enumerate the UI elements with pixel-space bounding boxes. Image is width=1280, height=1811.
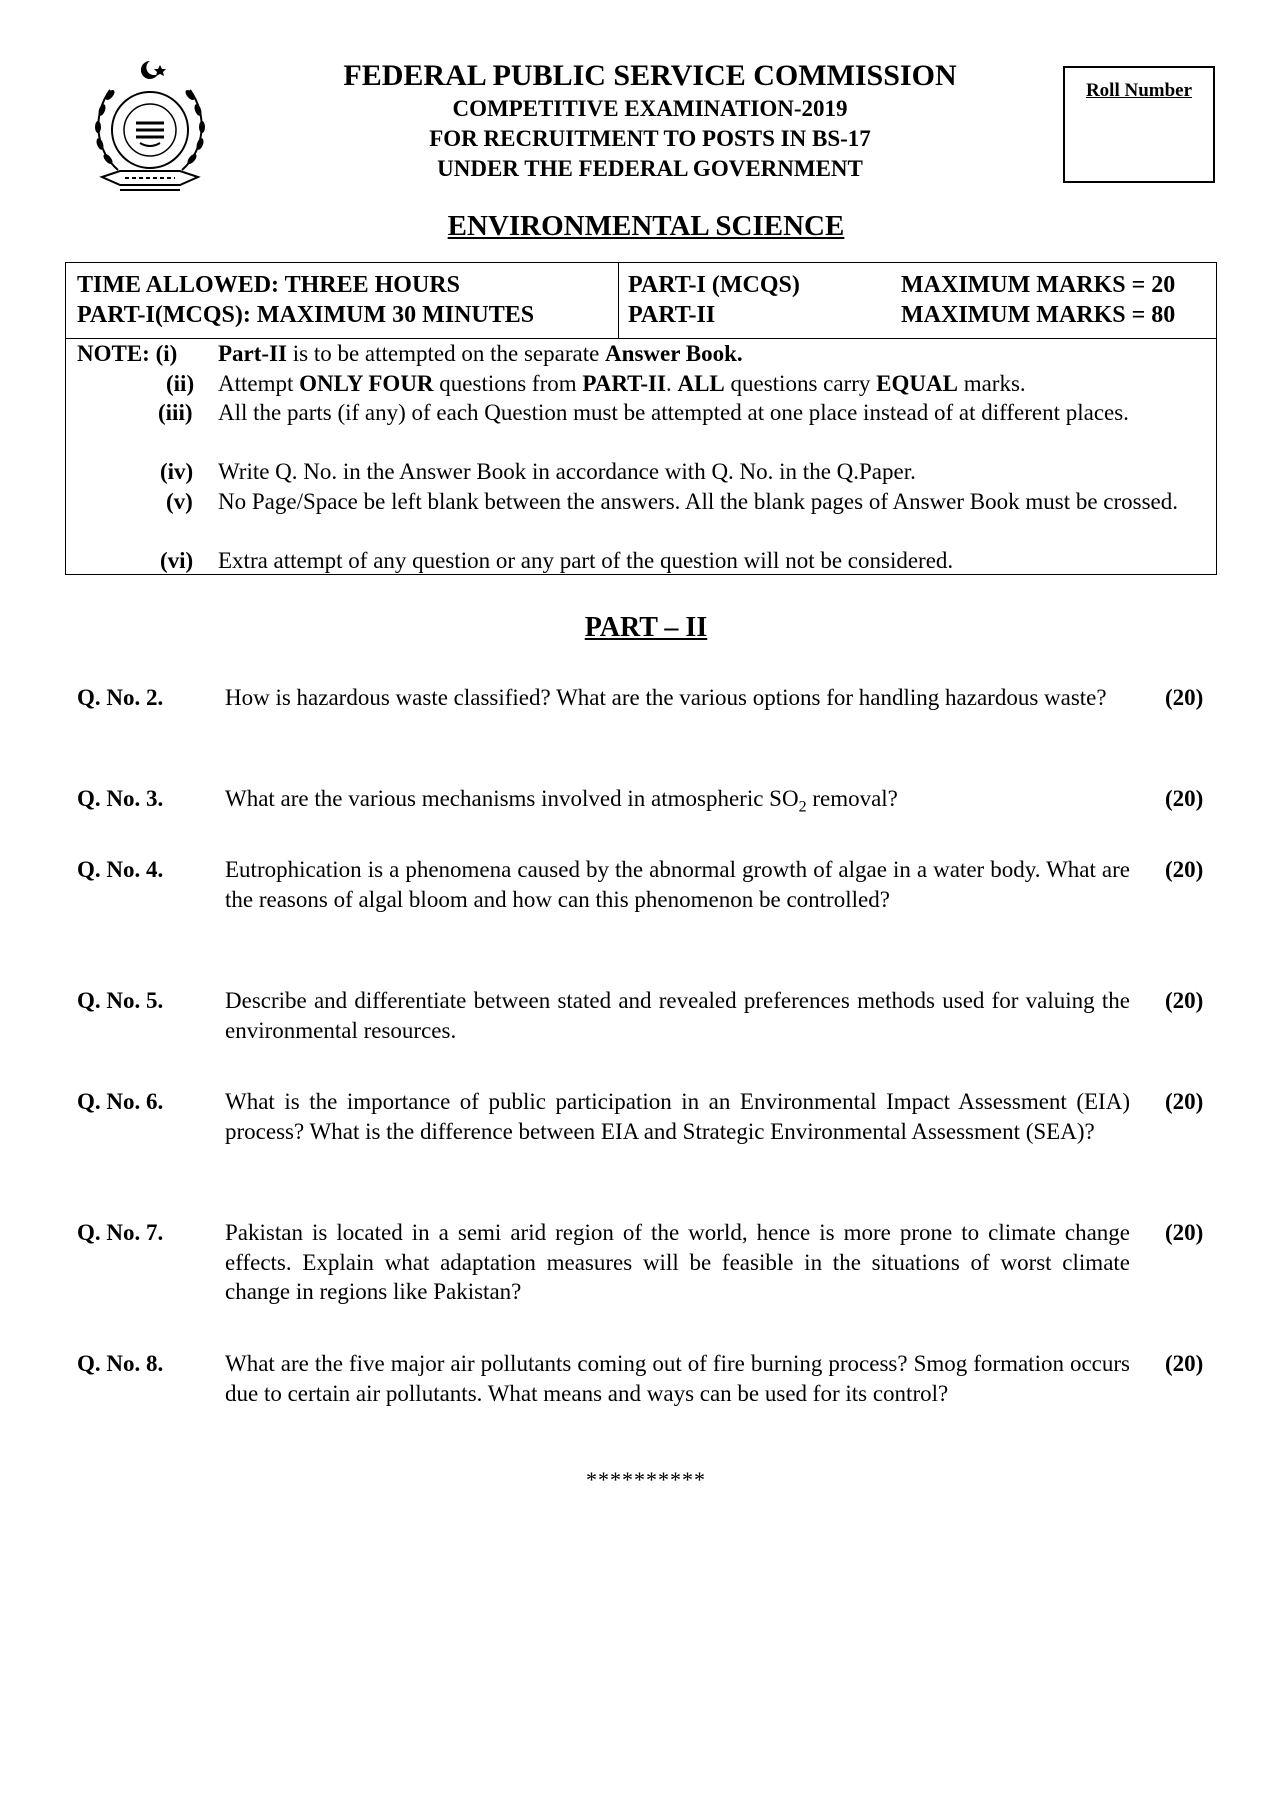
fpsc-emblem [80,55,220,200]
question-number: Q. No. 6. [77,1089,164,1114]
part-title: PART – II [584,612,708,643]
question-text: What are the five major air pollutants coming out of fire burning process? Smog formation occurs due to certain air pollutants. What means and ways can be used for its control? [225,1351,1130,1406]
question-text: How is hazardous waste classified? What are the various options for handling hazardous waste? [225,685,1107,710]
question-number: Q. No. 5. [77,988,164,1013]
part2-max-marks: MAXIMUM MARKS = 80 [901,302,1176,328]
question-marks: (20) [1165,857,1204,882]
note-text: Attempt ONLY FOUR questions from PART-II. ALL questions carry EQUAL marks. [218,370,1026,396]
note-number: (vi) [160,547,194,573]
question-text: What are the various mechanisms involved in atmospheric $SO_2$ removal? [225,786,898,816]
question-number: Q. No. 3. [77,786,164,811]
subject-title: ENVIRONMENTAL SCIENCE [447,210,845,242]
part2-label: PART-II [628,302,716,328]
note-text: Extra attempt of any question or any part of the question will not be considered. [218,547,954,573]
column-divider [618,263,619,339]
note-prefix: NOTE: [77,341,150,366]
commission-title: FEDERAL PUBLIC SERVICE COMMISSION [343,59,957,92]
question-marks: (20) [1165,1351,1204,1376]
note-number: (iii) [158,400,193,425]
question-number: Q. No. 4. [77,857,164,882]
question-number: Q. No. 7. [77,1220,164,1245]
roll-number-box[interactable] [1063,66,1215,183]
question-number: Q. No. 2. [77,685,164,710]
recruitment-line: FOR RECRUITMENT TO POSTS IN BS-17 [429,126,871,151]
note-text: Write Q. No. in the Answer Book in accordance with Q. No. in the Q.Paper. [218,459,916,484]
note-number: (i) [155,341,178,366]
question-number: Q. No. 8. [77,1351,164,1376]
question-marks: (20) [1165,1089,1204,1114]
part1-time: PART-I(MCQS): MAXIMUM 30 MINUTES [77,302,535,328]
question-marks: (20) [1165,988,1204,1013]
roll-number-label: Roll Number [1085,80,1193,101]
part1-label: PART-I (MCQS) [628,272,800,298]
exam-header [260,58,1040,184]
question-text: What is the importance of public participation in an Environmental Impact Assessment (EIA) process? What is the difference between EIA and Strategic Environmental Assessment (SEA)? [225,1089,1130,1144]
question-text: Pakistan is located in a semi arid region of the world, hence is more prone to climate change effects. Explain what adaptation measures will be feasible in the situations of worst climate change in regions like Pakistan? [225,1220,1130,1304]
note-number: (ii) [166,370,195,396]
question-marks: (20) [1165,685,1204,710]
note-number: (iv) [160,459,194,484]
note-text: Part-II is to be attempted on the separate Answer Book. [218,341,743,366]
question-marks: (20) [1165,786,1204,811]
note-number: (v) [166,488,193,514]
time-allowed: TIME ALLOWED: THREE HOURS [77,272,460,298]
government-line: UNDER THE FEDERAL GOVERNMENT [437,156,863,181]
exam-info-box [65,262,1217,575]
question-text: Describe and differentiate between stated and revealed preferences methods used for valuing the environmental resources. [225,988,1130,1043]
emblem-icon [80,55,220,200]
question-marks: (20) [1165,1220,1204,1245]
end-marker: ********** [586,1467,706,1492]
note-text: All the parts (if any) of each Question must be attempted at one place instead of at different places. [218,400,1129,425]
time-marks-row [66,263,1216,339]
part1-max-marks: MAXIMUM MARKS = 20 [901,272,1176,298]
note-text: No Page/Space be left blank between the answers. All the blank pages of Answer Book must be crossed. [218,488,1179,514]
question-text: Eutrophication is a phenomena caused by the abnormal growth of algae in a water body. What are the reasons of algal bloom and how can this phenomenon be controlled? [225,857,1130,912]
exam-title: COMPETITIVE EXAMINATION-2019 [452,96,848,121]
